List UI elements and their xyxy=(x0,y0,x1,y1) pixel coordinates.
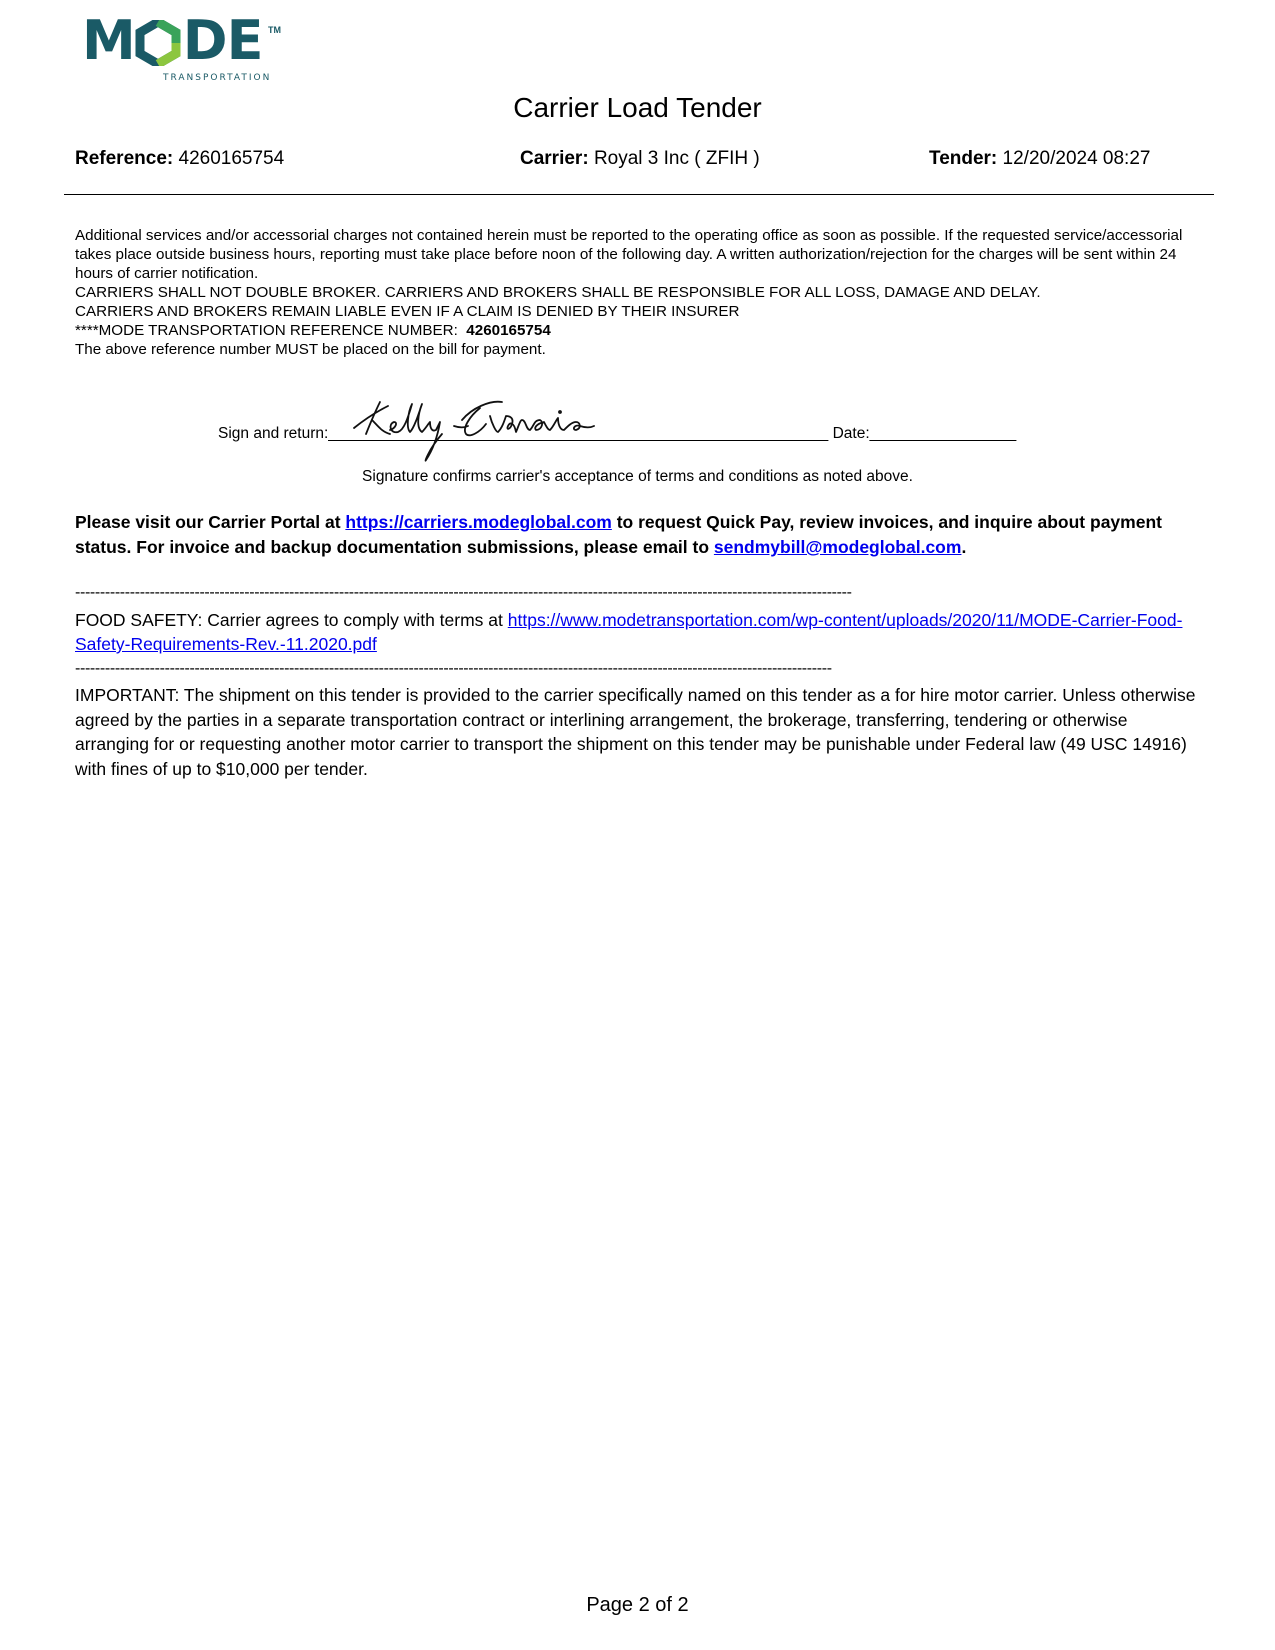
carrier-portal-notice xyxy=(75,510,1205,560)
terms-block xyxy=(75,226,1205,359)
terms-double-broker: CARRIERS SHALL NOT DOUBLE BROKER. CARRIERS AND BROKERS SHALL BE RESPONSIBLE FOR ALL LOSS, DAMAGE AND DELAY. xyxy=(75,284,1041,301)
portal-text-c: . xyxy=(961,537,967,557)
page-number: Page 2 of 2 xyxy=(586,1594,689,1616)
terms-bill-note: The above reference number MUST be placed on the bill for payment. xyxy=(75,341,546,358)
terms-reference-line xyxy=(75,321,1205,340)
logo-letters-de: DE xyxy=(182,9,263,72)
terms-liability: CARRIERS AND BROKERS REMAIN LIABLE EVEN IF A CLAIM IS DENIED BY THEIR INSURER xyxy=(75,303,740,320)
header-divider xyxy=(64,194,1214,195)
reference-field xyxy=(75,148,284,170)
important-notice: IMPORTANT: The shipment on this tender is provided to the carrier specifically named on this tender as a for hire motor carrier. Unless otherwise agreed by the parties in a separate transportation contract or interlining arrangement, the brokerage, transferring, tendering or otherwise arranging for or requesting another motor carrier to transport the shipment on this tender may be punishable under Federal law (49 USC 14916) with fines of up to $10,000 per tender. xyxy=(75,685,1196,779)
terms-reference-prefix: ****MODE TRANSPORTATION REFERENCE NUMBER: xyxy=(75,322,458,339)
portal-text-a: Please visit our Carrier Portal at xyxy=(75,512,346,532)
carrier-portal-link[interactable]: https://carriers.modeglobal.com xyxy=(345,512,612,532)
logo-trademark: TM xyxy=(268,25,281,35)
logo-hexagon-icon xyxy=(135,20,181,66)
terms-reference-number: 4260165754 xyxy=(466,322,551,339)
tender-label: Tender: xyxy=(929,148,998,169)
food-safety-link[interactable]: https://www.modetransportation.com/wp-content/uploads/2020/11/MODE-Carrier-Food-Safety-Requirements-Rev.-11.2020.pdf xyxy=(75,610,1183,654)
handwritten-signature xyxy=(350,398,610,473)
food-safety-notice xyxy=(75,608,1205,656)
carrier-label: Carrier: xyxy=(520,148,589,169)
portal-text-b: to request Quick Pay, review invoices, and inquire about payment status. For invoice and backup documentation submissions, please email to xyxy=(75,512,1162,557)
logo-letter-m: M xyxy=(82,9,135,72)
signature-line xyxy=(218,425,1016,443)
separator-dashes-bottom: -------------------------------------------------------------------------------------------------------------------------------------------------------- xyxy=(75,660,832,677)
food-safety-text: FOOD SAFETY: Carrier agrees to comply with terms at xyxy=(75,610,508,630)
mode-logo xyxy=(82,9,263,72)
page-title: Carrier Load Tender xyxy=(513,92,762,123)
tender-field xyxy=(929,148,1150,170)
date-field[interactable]: _________________ xyxy=(869,425,1017,442)
signature-field[interactable]: __________________________________________________________ xyxy=(328,425,829,442)
signature-note: Signature confirms carrier's acceptance of terms and conditions as noted above. xyxy=(362,468,913,485)
reference-value: 4260165754 xyxy=(178,148,285,169)
carrier-field xyxy=(520,148,760,170)
sign-label: Sign and return: xyxy=(218,425,329,442)
reference-label: Reference: xyxy=(75,148,174,169)
date-label: Date: xyxy=(832,425,870,442)
terms-accessorial: Additional services and/or accessorial charges not contained herein must be reported to the operating office as soon as possible. If the requested service/accessorial takes place outside business hours, reporting must take place before noon of the following day. A written authorization/rejection for the charges will be sent within 24 hours of carrier notification. xyxy=(75,227,1183,282)
logo-subtitle: TRANSPORTATION xyxy=(163,73,272,83)
carrier-value: Royal 3 Inc ( ZFIH ) xyxy=(593,148,760,169)
tender-value: 12/20/2024 08:27 xyxy=(1002,148,1151,169)
billing-email-link[interactable]: sendmybill@modeglobal.com xyxy=(713,537,962,557)
separator-dashes-top: ------------------------------------------------------------------------------------------------------------------------------------------------------------ xyxy=(75,584,852,601)
